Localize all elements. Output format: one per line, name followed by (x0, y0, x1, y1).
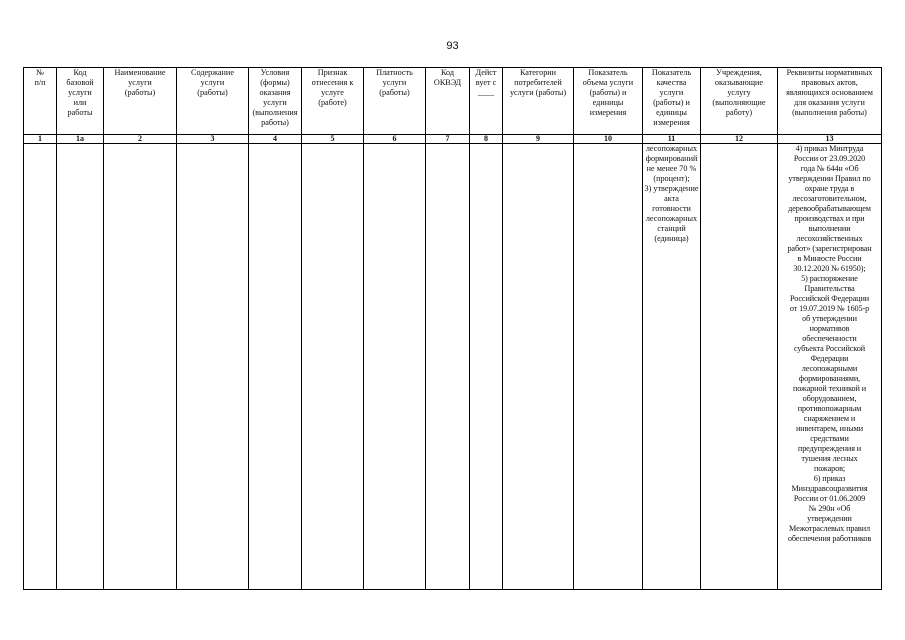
column-number: 13 (778, 135, 882, 144)
text-line: снаряжением и (803, 414, 856, 423)
text-line: деревообрабатывающем (788, 204, 871, 213)
text-line: формированиями, (798, 374, 861, 383)
header-cell-okved: Код ОКВЭД (426, 68, 470, 135)
page-number: 93 (446, 40, 459, 52)
text-line: пожаров; (813, 464, 846, 473)
cell-empty (701, 144, 778, 590)
text-line: Минздравсоцразвития (791, 484, 868, 493)
text-line: лесохозяйственных (796, 234, 863, 243)
text-line: 4) приказ Минтруда (795, 144, 864, 153)
header-cell-conditions: Условия (формы) оказания услуги (выполнения работы) (249, 68, 302, 135)
text-line: (единица) (654, 234, 689, 243)
text-line: года № 644н «Об (800, 164, 859, 173)
cell-empty (249, 144, 302, 590)
cell-empty (24, 144, 57, 590)
text-line: 5) распоряжение (801, 274, 858, 283)
header-cell-legal-acts: Реквизиты нормативных правовых актов, являющихся основанием для оказания услуги (выполнения работы) (778, 68, 882, 135)
text-line: обеспеченности (802, 334, 857, 343)
column-number: 10 (574, 135, 643, 144)
header-cell-service-content: Содержание услуги (работы) (177, 68, 249, 135)
text-line: работ» (зарегистрирован (787, 244, 872, 253)
table-header-row (24, 68, 882, 135)
text-line: России от 23.09.2020 (793, 154, 866, 163)
cell-legal-acts (778, 144, 882, 590)
text-line: № 290н «Об (808, 504, 851, 513)
cell-empty (503, 144, 574, 590)
cell-empty (57, 144, 104, 590)
text-line: формирований (645, 154, 698, 163)
cell-empty (574, 144, 643, 590)
header-cell-institutions: Учреждения, оказывающие услугу (выполняющие работу) (701, 68, 778, 135)
text-line: охране труда в (804, 184, 855, 193)
header-cell-valid-from: Дейст вует с ____ (470, 68, 503, 135)
cell-quality-indicator (643, 144, 701, 590)
text-line: пожарной техникой и (792, 384, 867, 393)
header-cell-attribute: Признак отнесения к услуге (работе) (302, 68, 364, 135)
text-line: оборудованием, (802, 394, 857, 403)
header-cell-payment: Платность услуги (работы) (364, 68, 426, 135)
text-line: России от 01.06.2009 (793, 494, 866, 503)
text-line: акта (664, 194, 679, 203)
services-table (23, 67, 882, 590)
column-number: 5 (302, 135, 364, 144)
text-line: нормативов (809, 324, 850, 333)
text-line: средствами (810, 434, 849, 443)
column-number: 11 (643, 135, 701, 144)
text-line: об утверждении (802, 314, 857, 323)
text-line: тушения лесных (801, 454, 858, 463)
text-line: лесопожарными (801, 364, 858, 373)
cell-empty (302, 144, 364, 590)
table-row (24, 144, 882, 590)
cell-empty (426, 144, 470, 590)
column-number: 8 (470, 135, 503, 144)
column-number: 3 (177, 135, 249, 144)
text-line: лесопожарных (645, 214, 698, 223)
text-line: утверждении (807, 514, 852, 523)
text-line: 30.12.2020 № 61950); (793, 264, 866, 273)
text-line: производствах и при (794, 214, 865, 223)
text-line: лесозаготовительном, (792, 194, 867, 203)
header-cell-volume-indicator: Показатель объема услуги (работы) и единицы измерения (574, 68, 643, 135)
text-line: противопожарным (797, 404, 862, 413)
text-line: от 19.07.2019 № 1605-р (789, 304, 870, 313)
cell-empty (364, 144, 426, 590)
header-cell-base-code: Код базовой услуги или работы (57, 68, 104, 135)
cell-empty (177, 144, 249, 590)
text-line: Межотраслевых правил (789, 524, 870, 533)
column-number: 7 (426, 135, 470, 144)
text-line: станций (657, 224, 686, 233)
text-line: предупреждения и (797, 444, 862, 453)
text-line: лесопожарных (645, 144, 698, 153)
text-line: инвентарем, иными (795, 424, 864, 433)
text-line: не менее 70 % (646, 164, 697, 173)
text-line: выполнении (808, 224, 851, 233)
header-cell-consumers: Категории потребителей услуги (работы) (503, 68, 574, 135)
column-number: 2 (104, 135, 177, 144)
cell-empty (470, 144, 503, 590)
text-line: Федерации (810, 354, 849, 363)
text-line: обеспечения работников (787, 534, 872, 543)
header-cell-service-name: Наименование услуги (работы) (104, 68, 177, 135)
text-line: готовности (652, 204, 691, 213)
column-number: 6 (364, 135, 426, 144)
header-cell-quality-indicator: Показатель качества услуги (работы) и единицы измерения (643, 68, 701, 135)
text-line: 6) приказ (813, 474, 846, 483)
header-cell-num: № п/п (24, 68, 57, 135)
column-number: 9 (503, 135, 574, 144)
cell-empty (104, 144, 177, 590)
text-line: Правительства (804, 284, 855, 293)
column-number-row (24, 135, 882, 144)
text-line: субъекта Российской (793, 344, 866, 353)
column-number: 1а (57, 135, 104, 144)
column-number: 4 (249, 135, 302, 144)
text-line: утверждении Правил по (788, 174, 871, 183)
text-line: в Минюсте России (797, 254, 862, 263)
text-line: (процент); (653, 174, 690, 183)
column-number: 1 (24, 135, 57, 144)
text-line: Российской Федерации (789, 294, 870, 303)
column-number: 12 (701, 135, 778, 144)
text-line: 3) утверждение (644, 184, 699, 193)
